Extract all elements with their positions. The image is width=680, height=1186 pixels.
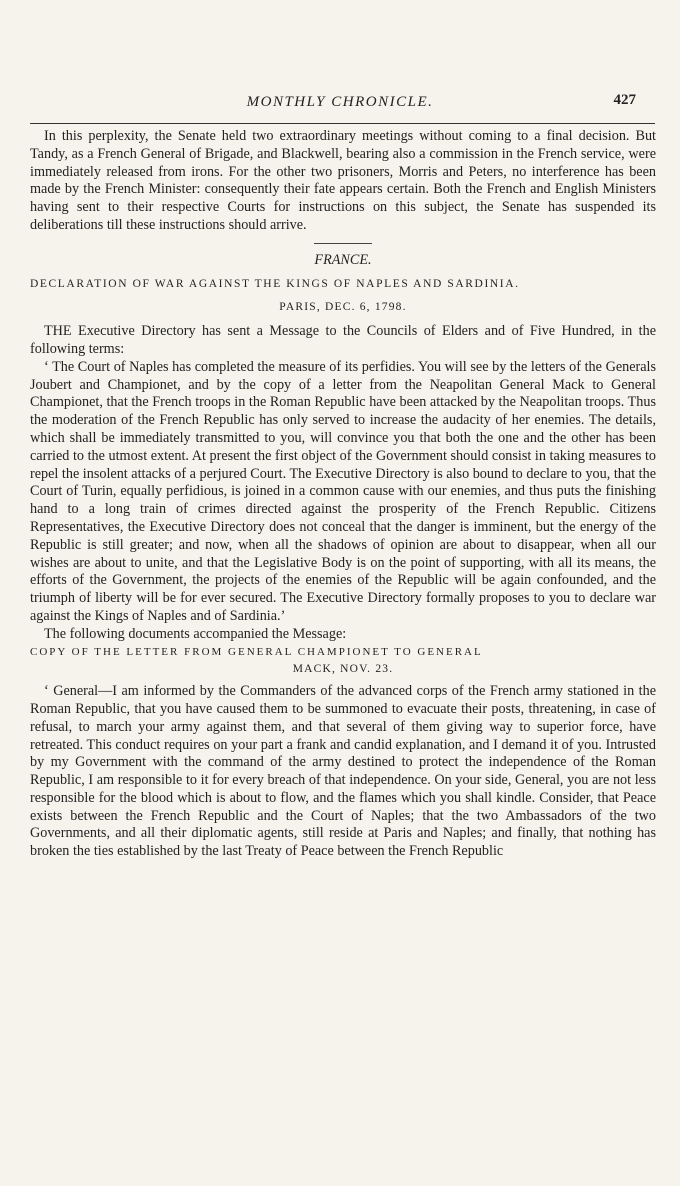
intro-paragraph: In this perplexity, the Senate held two extraordinary meetings without coming to a final decision. But Tandy, as a French General of Brigade, and Blackwell, bearing also a commission in the French service, were immediately released from irons. For the other two prisoners, Morris and Peters, no interference has been made by the French Minister: consequently their fate appears certain. Both the French and English Ministers having sent to their respective Courts for instructions on this subject, the Senate has suspended its deliberations till these instructions should arrive. bbox=[30, 128, 656, 233]
page-header bbox=[30, 94, 650, 118]
declaration-heading: DECLARATION OF WAR AGAINST THE KINGS OF NAPLES AND SARDINIA. bbox=[30, 277, 520, 290]
copy-subheading: MACK, NOV. 23. bbox=[292, 663, 394, 676]
header-rule bbox=[30, 123, 655, 124]
message-body: ‘ The Court of Naples has completed the measure of its perfidies. You will see by the letters of the Generals Joubert and Championet, and by the copy of a letter from the Neapolitan General Mack to General Championet, that the French troops in the Roman Republic have been attacked by the Neapolitan troops. Thus the moderation of the French Republic has only served to increase the audacity of her enemies. The details, which shall be immediately transmitted to you, will convince you that both the one and the other has been carried to the utmost extent. At present the first object of the Government should consist in taking measures to repel the insolent attacks of a perjured Court. The Executive Directory is also bound to declare to you, that the Court of Turin, equally perfidious, is joined in a common cause with our enemies, and thus puts the finishing hand to a long train of crimes directed against the prosperity of the French Republic. Citizens Representatives, the Executive Directory does not conceal that the danger is imminent, but the energy of the Republic is still greater; and now, when all the shadows of opinion are about to disappear, when all our wishes are about to unite, and that the Legislative Body is on the point of supporting, with all its means, the efforts of the Government, the projects of the enemies of the Republic will be again confounded, and the triumph of liberty will be for ever secured. The Executive Directory formally proposes to you to declare war against the Kings of Naples and of Sardinia.’ bbox=[30, 358, 656, 624]
section-divider bbox=[314, 243, 372, 244]
copy-heading: COPY OF THE LETTER FROM GENERAL CHAMPIONET TO GENERAL bbox=[30, 645, 483, 658]
running-head: MONTHLY CHRONICLE. bbox=[246, 94, 434, 110]
documents-line: The following documents accompanied the Message: bbox=[44, 625, 347, 642]
body-text bbox=[30, 128, 656, 861]
message-intro: THE Executive Directory has sent a Message to the Councils of Elders and of Five Hundred, in the following terms: bbox=[30, 323, 656, 357]
dateline: PARIS, DEC. 6, 1798. bbox=[279, 301, 407, 314]
page-number: 427 bbox=[613, 92, 636, 108]
letter-body: ‘ General—I am informed by the Commanders of the advanced corps of the French army stationed in the Roman Republic, that you have caused them to be summoned to evacuate their posts, threatening, in case of refusal, to march your army against them, and that several of them giving way to superior force, have retreated. This conduct requires on your part a frank and candid explanation, and I demand it of you. Intrusted by my Government with the command of the army destined to protect the independence of the Roman Republic, I am responsible to it for every breach of that independence. On your side, General, you are not less responsible for the blood which is about to flow, and the flames which you shall kindle. Consider, that Peace exists between the French Republic and the Court of Naples; that the two Ambassadors of the two Governments, and all their diplomatic agents, still reside at Paris and Naples; and finally, that nothing has broken the ties established by the last Treaty of Peace between the French Republic bbox=[30, 683, 656, 860]
section-title: FRANCE. bbox=[314, 251, 372, 268]
